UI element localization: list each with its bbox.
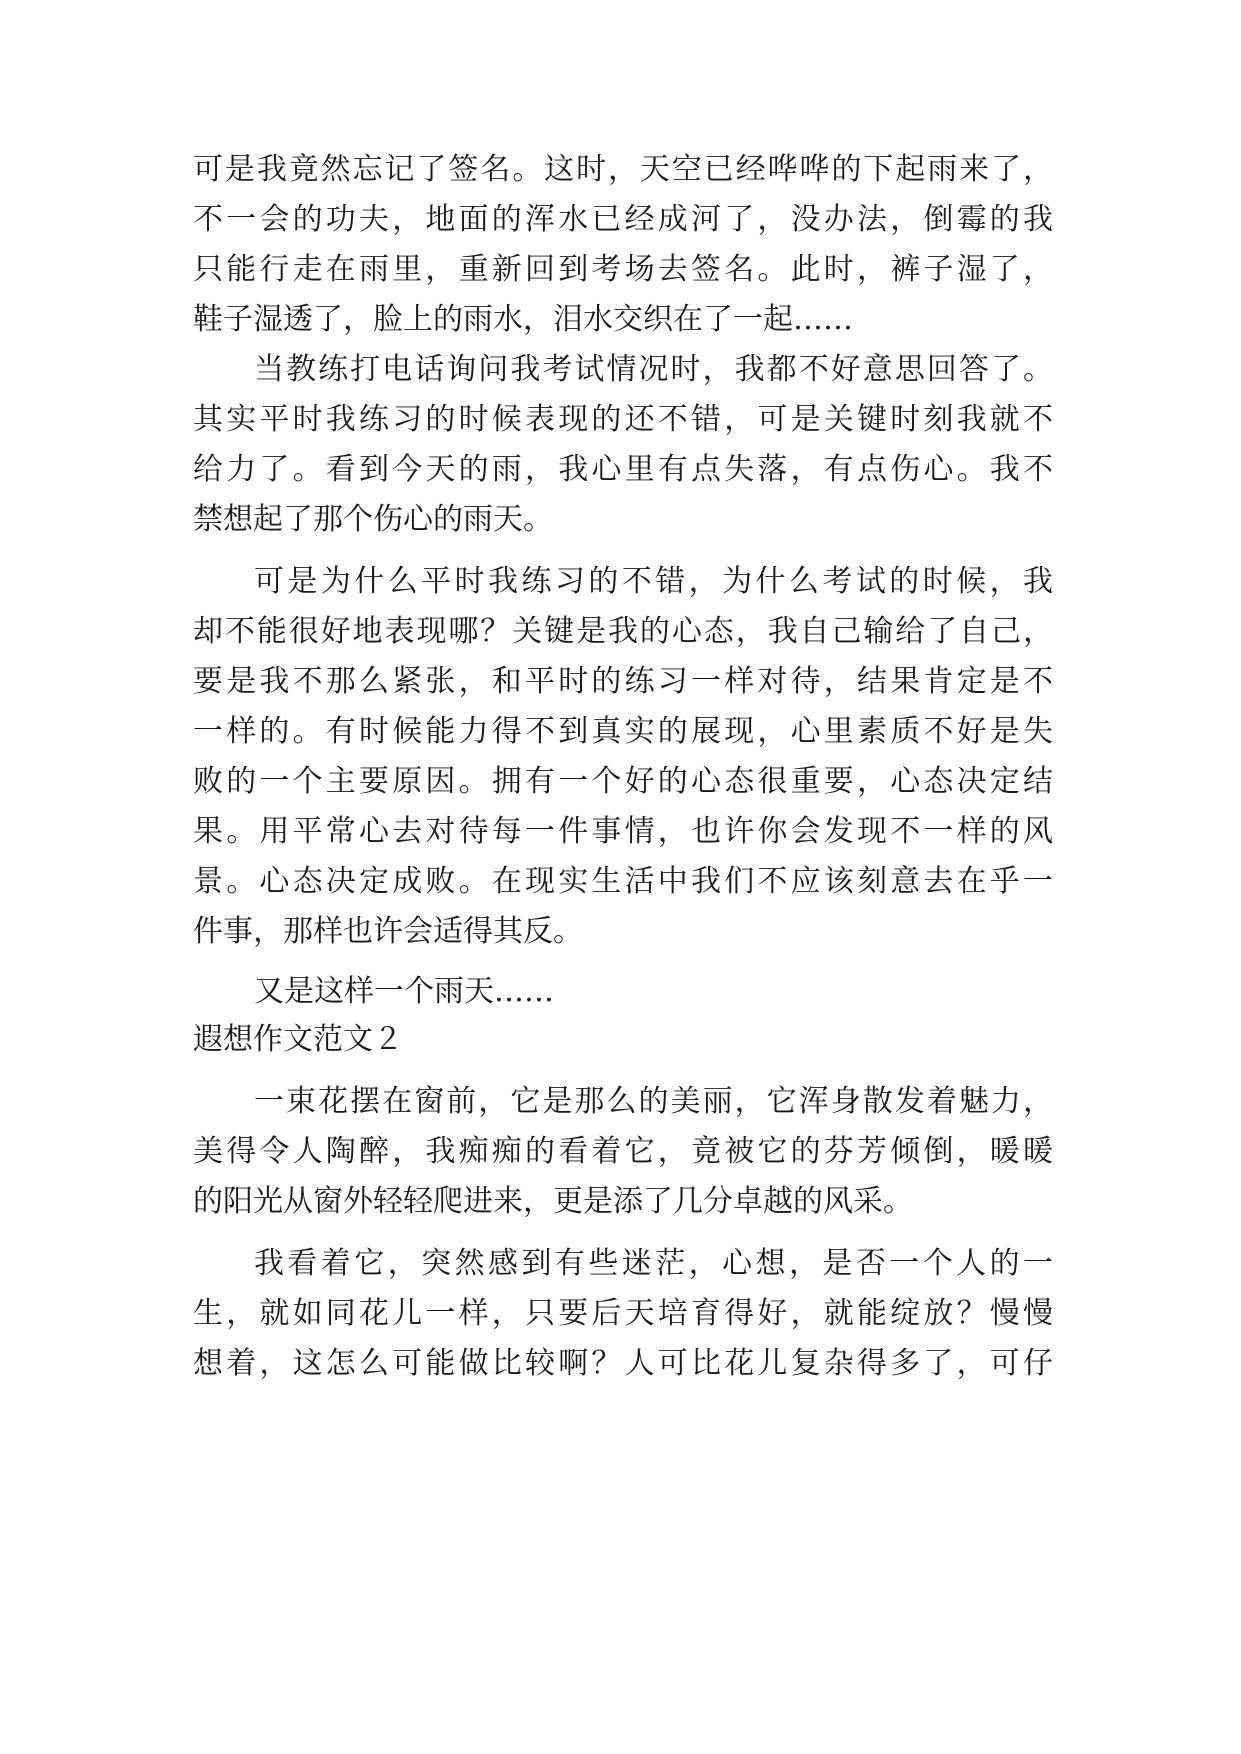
paragraph-line: 美得令人陶醉，我痴痴的看着它，竟被它的芬芳倾倒，暖暖 [193, 1134, 1053, 1169]
paragraph-line: 给力了。看到今天的雨，我心里有点失落，有点伤心。我不 [193, 452, 1053, 487]
section-heading: 遐想作文范文２ [193, 1022, 403, 1057]
paragraph-line: 想着，这怎么可能做比较啊？人可比花儿复杂得多了，可仔 [193, 1346, 1053, 1381]
paragraph-line: 其实平时我练习的时候表现的还不错，可是关键时刻我就不 [193, 402, 1053, 437]
paragraph-line: 禁想起了那个伤心的雨天。 [193, 502, 553, 537]
paragraph-line: 一束花摆在窗前，它是那么的美丽，它浑身散发着魅力， [254, 1084, 1053, 1119]
paragraph-line: 败的一个主要原因。拥有一个好的心态很重要，心态决定结 [193, 764, 1053, 799]
paragraph-line: 不一会的功夫，地面的浑水已经成河了，没办法，倒霉的我 [193, 202, 1053, 237]
paragraph-line: 件事，那样也许会适得其反。 [193, 914, 583, 949]
paragraph-line: 生，就如同花儿一样，只要后天培育得好，就能绽放？慢慢 [193, 1296, 1053, 1331]
paragraph-line: 可是为什么平时我练习的不错，为什么考试的时候，我 [254, 564, 1053, 599]
paragraph-line: 景。心态决定成败。在现实生活中我们不应该刻意去在乎一 [193, 864, 1053, 899]
paragraph-line: 又是这样一个雨天…… [254, 974, 554, 1009]
paragraph-line: 我看着它，突然感到有些迷茫，心想，是否一个人的一 [254, 1246, 1053, 1281]
paragraph-line: 却不能很好地表现哪？关键是我的心态，我自己输给了自己， [193, 614, 1053, 649]
paragraph-line: 要是我不那么紧张，和平时的练习一样对待，结果肯定是不 [193, 664, 1053, 699]
paragraph-line: 可是我竟然忘记了签名。这时，天空已经哗哗的下起雨来了， [193, 152, 1053, 187]
paragraph-line: 一样的。有时候能力得不到真实的展现，心里素质不好是失 [193, 714, 1053, 749]
paragraph-line: 的阳光从窗外轻轻爬进来，更是添了几分卓越的风采。 [193, 1184, 913, 1219]
paragraph-line: 果。用平常心去对待每一件事情，也许你会发现不一样的风 [193, 814, 1053, 849]
paragraph-line: 只能行走在雨里，重新回到考场去签名。此时，裤子湿了， [193, 252, 1053, 287]
paragraph-line: 鞋子湿透了，脸上的雨水，泪水交织在了一起…… [193, 302, 853, 337]
paragraph-line: 当教练打电话询问我考试情况时，我都不好意思回答了。 [254, 352, 1053, 387]
